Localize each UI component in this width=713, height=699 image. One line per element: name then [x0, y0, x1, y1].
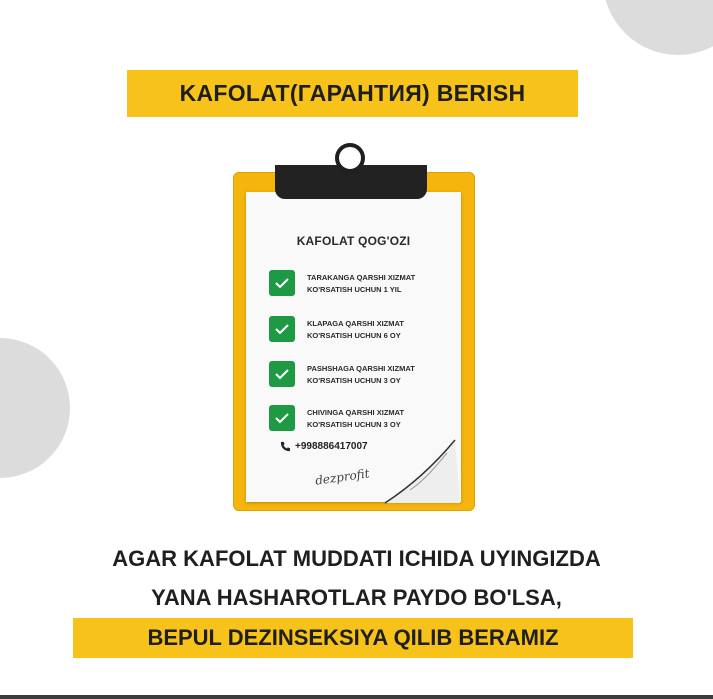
signature: dezprofit [314, 466, 371, 488]
check-icon [269, 316, 295, 342]
warranty-item-text: CHIVINGA QARSHI XIZMAT KO'RSATISH UCHUN 3 OY [307, 408, 405, 429]
title-banner [127, 70, 578, 117]
warranty-item-text: KLAPAGA QARSHI XIZMAT KO'RSATISH UCHUN 6 OY [307, 319, 404, 340]
bottom-edge-strip [0, 695, 713, 699]
warranty-item [269, 405, 454, 435]
footer-line-2: YANA HASHAROTLAR PAYDO BO'LSA, [151, 585, 562, 610]
decorative-circle-left [0, 338, 70, 478]
warranty-item-text: TARAKANGA QARSHI XIZMAT KO'RSATISH UCHUN 1 YIL [307, 273, 416, 294]
warranty-item [269, 270, 454, 300]
footer-highlight-banner [73, 618, 633, 658]
phone-text: +998886417007 [295, 441, 368, 452]
page-curl-icon [375, 435, 460, 505]
footer-line-1: AGAR KAFOLAT MUDDATI ICHIDA UYINGIZDA [112, 546, 601, 571]
phone-number [280, 441, 368, 452]
page-title: KAFOLAT(ГАРАНТИЯ) BERISH [179, 80, 526, 106]
check-icon [269, 270, 295, 296]
check-icon [269, 361, 295, 387]
phone-icon [280, 441, 291, 452]
clipboard-ring [335, 143, 365, 173]
decorative-circle-top-right [603, 0, 713, 55]
warranty-item [269, 316, 454, 346]
warranty-item-text: PASHSHAGA QARSHI XIZMAT KO'RSATISH UCHUN 3 OY [307, 364, 415, 385]
check-icon [269, 405, 295, 431]
footer-highlight-text: BEPUL DEZINSEKSIYA QILIB BERAMIZ [147, 625, 559, 650]
paper-title: KAFOLAT QOG'OZI [296, 234, 411, 248]
warranty-item [269, 361, 454, 391]
